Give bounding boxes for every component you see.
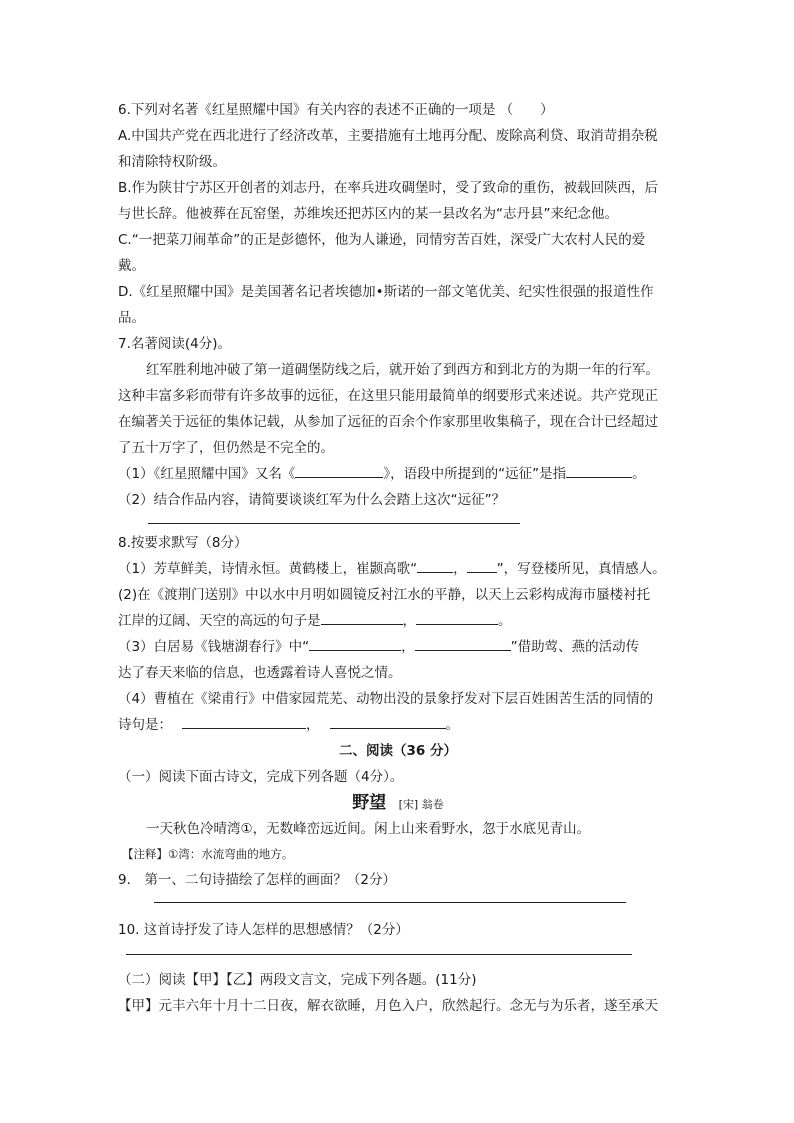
q6-option-b-line1: B.作为陕甘宁苏区开创者的刘志丹，在率兵进攻碉堡时，受了致命的重伤，被载回陕西，后 [118, 180, 659, 196]
q8-sub3-line1 [118, 634, 639, 660]
q8-sub4-line1: （4）曹植在《梁甫行》中借家园荒芜、动物出没的景象抒发对下层百姓困苦生活的同情的 [118, 691, 654, 707]
q6-option-a-line2: 和清除特权阶级。 [118, 154, 226, 170]
q6-option-a-line1: A.中国共产党在西北进行了经济改革，主要措施有土地再分配、废除高利贷、取消苛捐杂税 [118, 128, 658, 144]
q8-sub2-text-a: 江岸的辽阔、天空的高远的句子是 [118, 613, 321, 629]
q8-sub4-line2 [118, 712, 459, 738]
q8-sub2-line1: (2)在《渡荆门送别》中以水中月明如圆镜反衬江水的平静，以天上云彩构成海市蜃楼衬托 [118, 587, 651, 603]
q6-option-d-line2: 品。 [118, 310, 145, 326]
q8-sub3-text-b: ， [401, 639, 415, 655]
q7-sub2: （2）结合作品内容，请简要谈谈红军为什么会踏上这次“远征”？ [118, 492, 506, 508]
q7-sub1-text-a: （1）《红星照耀中国》又名《 [118, 466, 296, 482]
q8-sub2-blank-2[interactable] [416, 608, 498, 625]
q7-sub1 [118, 461, 646, 487]
q7-stem: 7.名著阅读(4分)。 [118, 336, 232, 352]
q7-passage-line3: 在编著关于远征的集体记载，从参加了远征的百余个作家那里收集稿子，现在合计已经超过 [118, 414, 658, 430]
poem-author: [宋] 翁卷 [398, 798, 444, 811]
q8-sub2-text-b: ， [402, 613, 416, 629]
q7-sub1-blank-2[interactable] [566, 461, 632, 478]
q7-sub1-text-c: 。 [632, 466, 646, 482]
q8-sub2-text-c: 。 [498, 613, 512, 629]
q7-passage-line4: 了五十万字了，但仍然是不完全的。 [118, 440, 334, 456]
q8-sub3-blank-1[interactable] [309, 634, 401, 651]
q6-option-d-line1: D.《红星照耀中国》是美国著名记者埃德加•斯诺的一部文笔优美、纪实性很强的报道性作 [118, 284, 654, 300]
q8-sub4-blank-2[interactable] [330, 712, 446, 729]
q7-sub1-blank-1[interactable] [295, 461, 383, 478]
q8-sub1-text-c: ”，写登楼所见，真情感人。 [496, 561, 666, 577]
poem-text: 一天秋色冷晴湾①，无数峰峦远近间。闲上山来看野水，忽于水底见青山。 [146, 821, 591, 837]
q8-stem: 8.按要求默写（8分） [118, 535, 248, 551]
q8-sub3-blank-2[interactable] [415, 634, 511, 651]
q8-sub1-blank-1[interactable] [417, 556, 453, 573]
q8-sub4-text-a: 诗句是： [118, 717, 172, 733]
q8-sub4-text-b: ， [306, 717, 320, 733]
jia-passage-line1: 【甲】元丰六年十月十二日夜，解衣欲睡，月色入户，欣然起行。念无与为乐者，遂至承天 [118, 998, 658, 1014]
q10-answer-line[interactable] [126, 954, 632, 955]
q9-answer-line[interactable] [154, 902, 626, 903]
q8-sub1-text-b: ， [453, 561, 467, 577]
section2-sub1: （一）阅读下面古诗文，完成下列各题（4分）。 [118, 769, 404, 785]
q8-sub3-line2: 达了春天来临的信息，也透露着诗人喜悦之情。 [118, 665, 402, 681]
q8-sub1 [118, 556, 666, 582]
poem-title: 野望 [352, 793, 387, 813]
q7-answer-line[interactable] [148, 523, 520, 524]
q7-sub1-text-b: 》，语段中所提到的“远征”是指 [383, 466, 567, 482]
section2-title: 二、阅读（36 分） [339, 743, 457, 759]
q7-passage-line1: 红军胜利地冲破了第一道碉堡防线之后，就开始了到西方和到北方的为期一年的行军。 [146, 362, 659, 378]
poem-heading [118, 790, 678, 818]
q8-sub4-text-c: 。 [445, 717, 459, 733]
q9-stem: 9. 第一、二句诗描绘了怎样的画面？（2分） [118, 872, 396, 888]
q6-option-c-line2: 戴。 [118, 258, 145, 274]
q6-option-c-line1: C.“一把菜刀闹革命”的正是彭德怀，他为人谦逊，同情穷苦百姓，深受广大农村人民的爱 [118, 232, 646, 248]
q6-option-b-line2: 与世长辞。他被葬在瓦窑堡，苏维埃还把苏区内的某一县改名为“志丹县”来纪念他。 [118, 206, 618, 222]
q10-stem: 10. 这首诗抒发了诗人怎样的思想感情？（2分） [118, 922, 409, 938]
q8-sub1-blank-2[interactable] [467, 556, 497, 573]
q7-passage-line2: 这种丰富多彩而带有许多故事的远征，在这里只能用最简单的纲要形式来述说。共产党现正 [118, 388, 658, 404]
q8-sub3-text-a: （3）白居易《钱塘湖春行》中“ [118, 639, 310, 655]
section2-sub2: （二）阅读【甲】【乙】两段文言文，完成下列各题。(11分) [118, 972, 477, 988]
q6-stem: 6.下列对名著《红星照耀中国》有关内容的表述不正确的一项是 （ ） [118, 102, 554, 118]
q8-sub2-line2 [118, 608, 512, 634]
poem-note: 【注释】①湾：水流弯曲的地方。 [122, 847, 294, 861]
q8-sub3-text-c: ”借助莺、燕的活动传 [510, 639, 640, 655]
q8-sub2-blank-1[interactable] [321, 608, 403, 625]
q8-sub1-text-a: （1）芳草鲜美，诗情永恒。黄鹤楼上，崔颢高歌“ [118, 561, 418, 577]
q8-sub4-blank-1[interactable] [182, 712, 306, 729]
